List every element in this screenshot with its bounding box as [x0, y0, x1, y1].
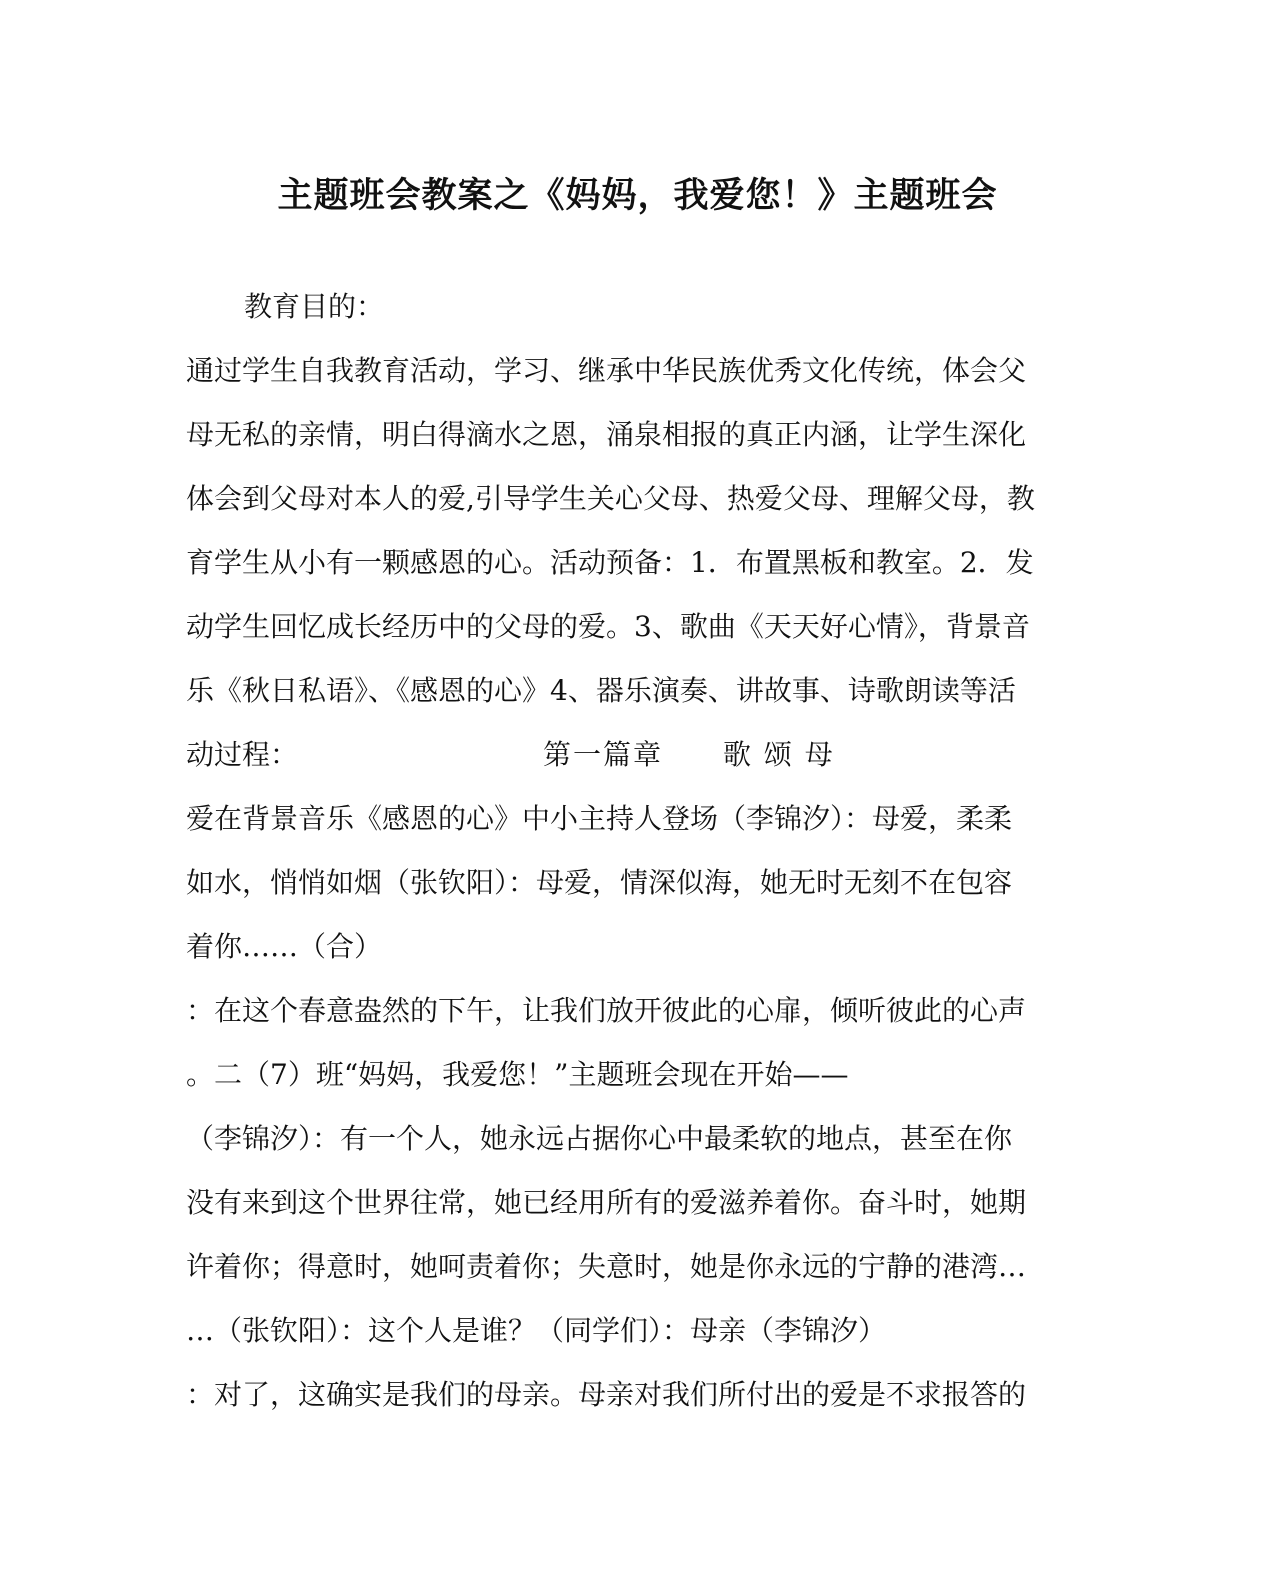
paragraph-line: 母无私的亲情，明白得滴水之恩，涌泉相报的真正内涵，让学生深化 — [186, 418, 1027, 451]
paragraph-line: …（张钦阳）：这个人是谁？（同学们）：母亲（李锦汐） — [186, 1314, 887, 1347]
paragraph-line: 着你……（合） — [186, 930, 383, 963]
paragraph-line: ：在这个春意盎然的下午，让我们放开彼此的心扉，倾听彼此的心声 — [186, 994, 1027, 1027]
paragraph-line: 许着你；得意时，她呵责着你；失意时，她是你永远的宁静的港湾… — [186, 1250, 1027, 1283]
paragraph-line: 爱在背景音乐《感恩的心》中小主持人登场（李锦汐）：母爱，柔柔 — [186, 802, 1013, 835]
paragraph-line: 动学生回忆成长经历中的父母的爱。3、歌曲《天天好心情》，背景音 — [186, 610, 1030, 643]
paragraph-line: 乐《秋日私语》、《感恩的心》4、器乐演奏、讲故事、诗歌朗读等活 — [186, 674, 1016, 707]
document-title: 主题班会教案之《妈妈，我爱您！》主题班会 — [277, 176, 998, 216]
section-label-process: 动过程： — [186, 738, 299, 771]
paragraph-line: 育学生从小有一颗感恩的心。活动预备：1．布置黑板和教室。2．发 — [186, 546, 1034, 579]
paragraph-line: 。二（7）班“妈妈，我爱您！”主题班会现在开始—— — [186, 1058, 849, 1091]
paragraph-line: 没有来到这个世界往常，她已经用所有的爱滋养着你。奋斗时，她期 — [186, 1186, 1027, 1219]
chapter-heading: 第一篇章 歌 颂 母 — [543, 738, 835, 771]
paragraph-line: ：对了，这确实是我们的母亲。母亲对我们所付出的爱是不求报答的 — [186, 1378, 1027, 1411]
paragraph-line: （李锦汐）：有一个人，她永远占据你心中最柔软的地点，甚至在你 — [186, 1122, 1013, 1155]
paragraph-line: 如水，悄悄如烟（张钦阳）：母爱，情深似海，她无时无刻不在包容 — [186, 866, 1013, 899]
section-label-objective: 教育目的： — [244, 290, 385, 323]
paragraph-line: 体会到父母对本人的爱,引导学生关心父母、热爱父母、理解父母，教 — [186, 482, 1035, 515]
paragraph-line: 通过学生自我教育活动，学习、继承中华民族优秀文化传统，体会父 — [186, 354, 1027, 387]
